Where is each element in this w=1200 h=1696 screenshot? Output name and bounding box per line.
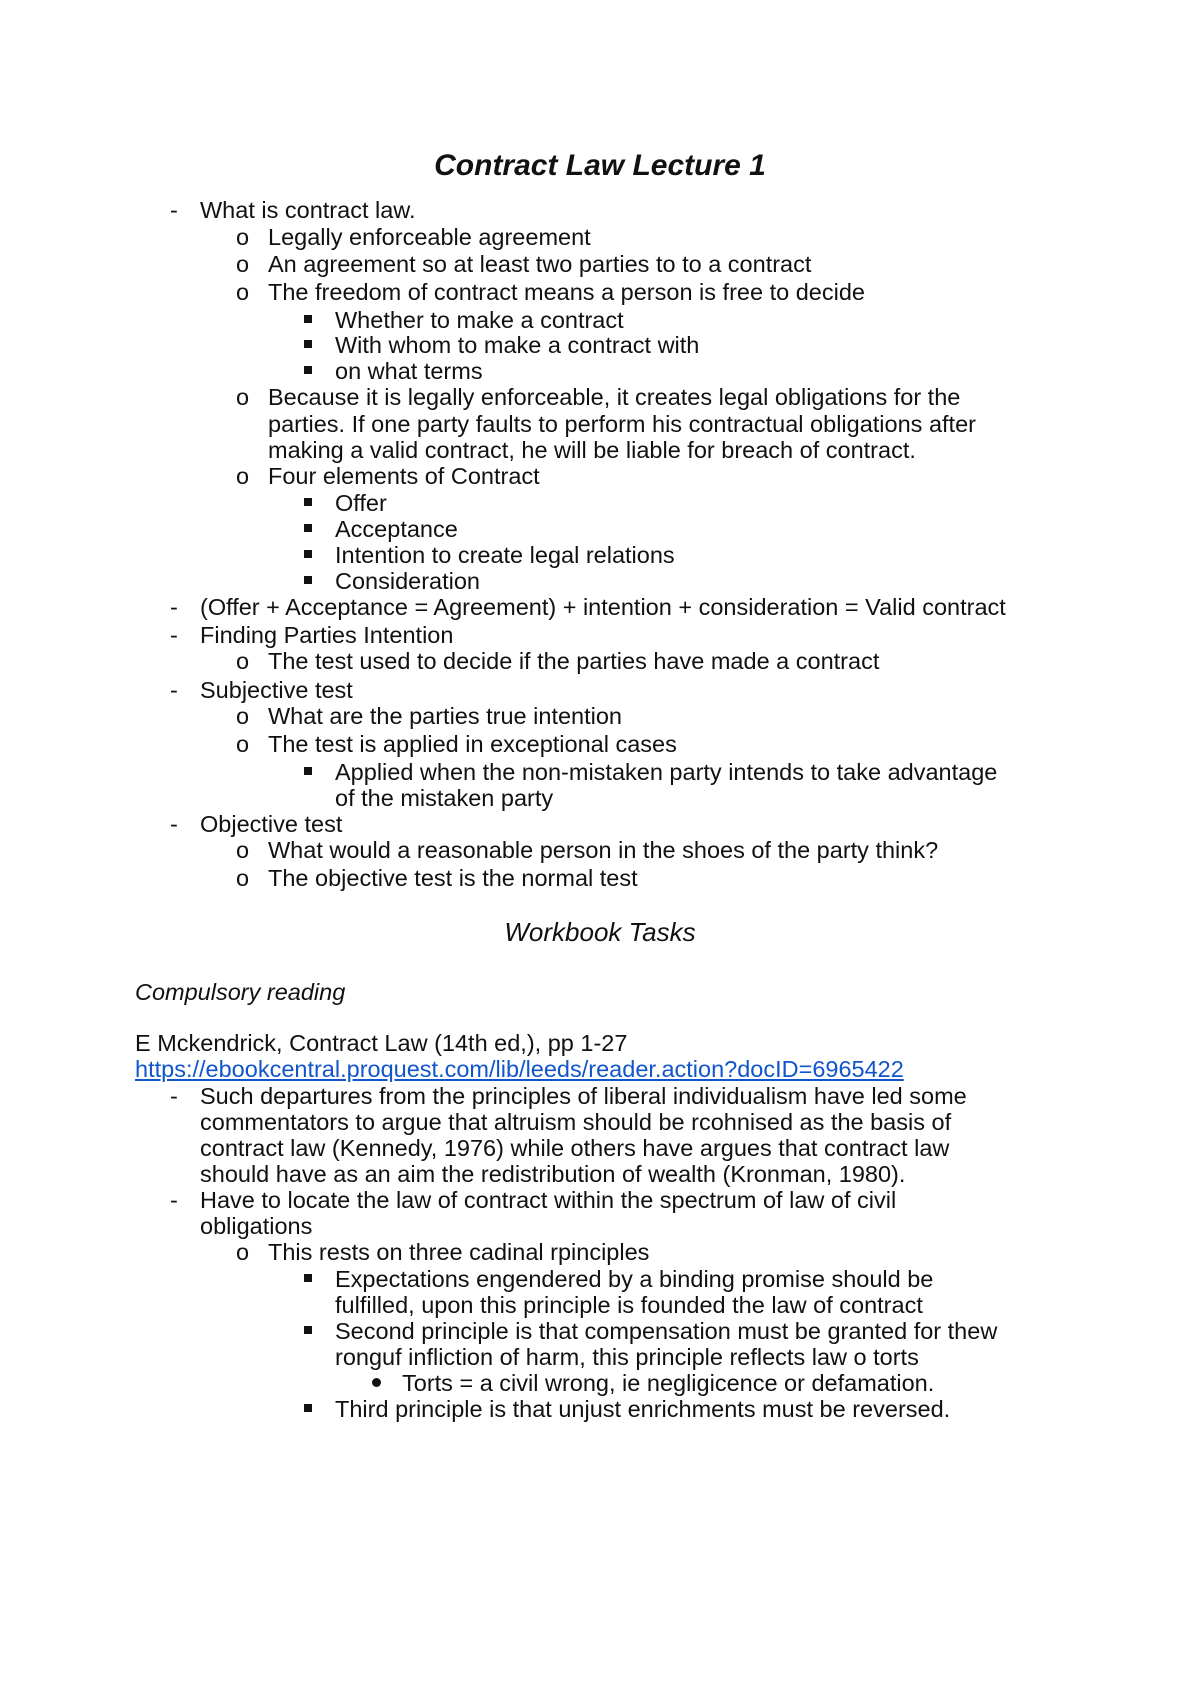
- list-item: Consideration: [335, 568, 481, 594]
- list-item-continuation: ronguf infliction of harm, this principle reflects law o torts: [335, 1344, 919, 1370]
- list-item: With whom to make a contract with: [335, 332, 700, 358]
- list-item: Third principle is that unjust enrichments must be reversed.: [335, 1396, 951, 1422]
- square-bullet-icon: [304, 1274, 312, 1282]
- dash-marker: -: [170, 594, 178, 620]
- circle-marker: o: [236, 837, 250, 863]
- circle-marker: o: [236, 1239, 250, 1265]
- circle-marker: o: [236, 224, 250, 250]
- list-item: Such departures from the principles of liberal individualism have led some: [200, 1083, 967, 1109]
- list-item-continuation: commentators to argue that altruism should be rcohnised as the basis of: [200, 1109, 952, 1135]
- square-bullet-icon: [304, 576, 312, 584]
- list-item-continuation: should have as an aim the redistribution of wealth (Kronman, 1980).: [200, 1161, 906, 1187]
- list-item: Torts = a civil wrong, ie negligicence or defamation.: [402, 1370, 935, 1396]
- list-item: The freedom of contract means a person is free to decide: [268, 279, 865, 305]
- reading-link[interactable]: https://ebookcentral.proquest.com/lib/leeds/reader.action?docID=6965422: [135, 1056, 904, 1082]
- list-item: Applied when the non-mistaken party intends to take advantage: [335, 759, 998, 785]
- square-bullet-icon: [304, 315, 312, 323]
- square-bullet-icon: [304, 767, 312, 775]
- list-item: What are the parties true intention: [268, 703, 623, 729]
- circle-marker: o: [236, 648, 250, 674]
- circle-marker: o: [236, 279, 250, 305]
- list-item: What is contract law.: [200, 197, 416, 223]
- list-item-continuation: contract law (Kennedy, 1976) while others have argues that contract law: [200, 1135, 950, 1161]
- list-item: Whether to make a contract: [335, 307, 624, 333]
- list-item: This rests on three cadinal rpinciples: [268, 1239, 650, 1265]
- list-item: Intention to create legal relations: [335, 542, 675, 568]
- square-bullet-icon: [304, 366, 312, 374]
- dash-marker: -: [170, 1083, 178, 1109]
- dash-marker: -: [170, 197, 178, 223]
- list-item: Legally enforceable agreement: [268, 224, 591, 250]
- list-item-continuation: parties. If one party faults to perform his contractual obligations after: [268, 411, 976, 437]
- circle-marker: o: [236, 251, 250, 277]
- list-item: Four elements of Contract: [268, 463, 540, 489]
- list-item: (Offer + Acceptance = Agreement) + intention + consideration = Valid contract: [200, 594, 1006, 620]
- circle-marker: o: [236, 703, 250, 729]
- circle-marker: o: [236, 463, 250, 489]
- circle-marker: o: [236, 865, 250, 891]
- list-item-continuation: fulfilled, upon this principle is founded the law of contract: [335, 1292, 923, 1318]
- list-item-continuation: of the mistaken party: [335, 785, 554, 811]
- list-item-continuation: obligations: [200, 1213, 313, 1239]
- dash-marker: -: [170, 1187, 178, 1213]
- list-item: Expectations engendered by a binding promise should be: [335, 1266, 934, 1292]
- section-heading: Workbook Tasks: [504, 917, 696, 947]
- circle-marker: o: [236, 731, 250, 757]
- square-bullet-icon: [304, 550, 312, 558]
- round-bullet-icon: [372, 1378, 381, 1387]
- list-item: on what terms: [335, 358, 483, 384]
- list-item: Because it is legally enforceable, it creates legal obligations for the: [268, 384, 961, 410]
- subheading: Compulsory reading: [135, 979, 346, 1005]
- page-title: Contract Law Lecture 1: [434, 149, 766, 182]
- dash-marker: -: [170, 622, 178, 648]
- square-bullet-icon: [304, 524, 312, 532]
- list-item: An agreement so at least two parties to to a contract: [268, 251, 812, 277]
- list-item: Acceptance: [335, 516, 458, 542]
- square-bullet-icon: [304, 340, 312, 348]
- square-bullet-icon: [304, 1404, 312, 1412]
- circle-marker: o: [236, 384, 250, 410]
- list-item-continuation: making a valid contract, he will be liable for breach of contract.: [268, 437, 916, 463]
- list-item: The objective test is the normal test: [268, 865, 638, 891]
- list-item: The test is applied in exceptional cases: [268, 731, 677, 757]
- list-item: Subjective test: [200, 677, 353, 703]
- dash-marker: -: [170, 811, 178, 837]
- list-item: Second principle is that compensation must be granted for thew: [335, 1318, 998, 1344]
- dash-marker: -: [170, 677, 178, 703]
- square-bullet-icon: [304, 498, 312, 506]
- list-item: What would a reasonable person in the shoes of the party think?: [268, 837, 939, 863]
- list-item: Objective test: [200, 811, 343, 837]
- citation: E Mckendrick, Contract Law (14th ed,), pp 1-27: [135, 1030, 628, 1056]
- square-bullet-icon: [304, 1326, 312, 1334]
- list-item: The test used to decide if the parties have made a contract: [268, 648, 880, 674]
- list-item: Offer: [335, 490, 387, 516]
- list-item: Have to locate the law of contract within the spectrum of law of civil: [200, 1187, 897, 1213]
- list-item: Finding Parties Intention: [200, 622, 454, 648]
